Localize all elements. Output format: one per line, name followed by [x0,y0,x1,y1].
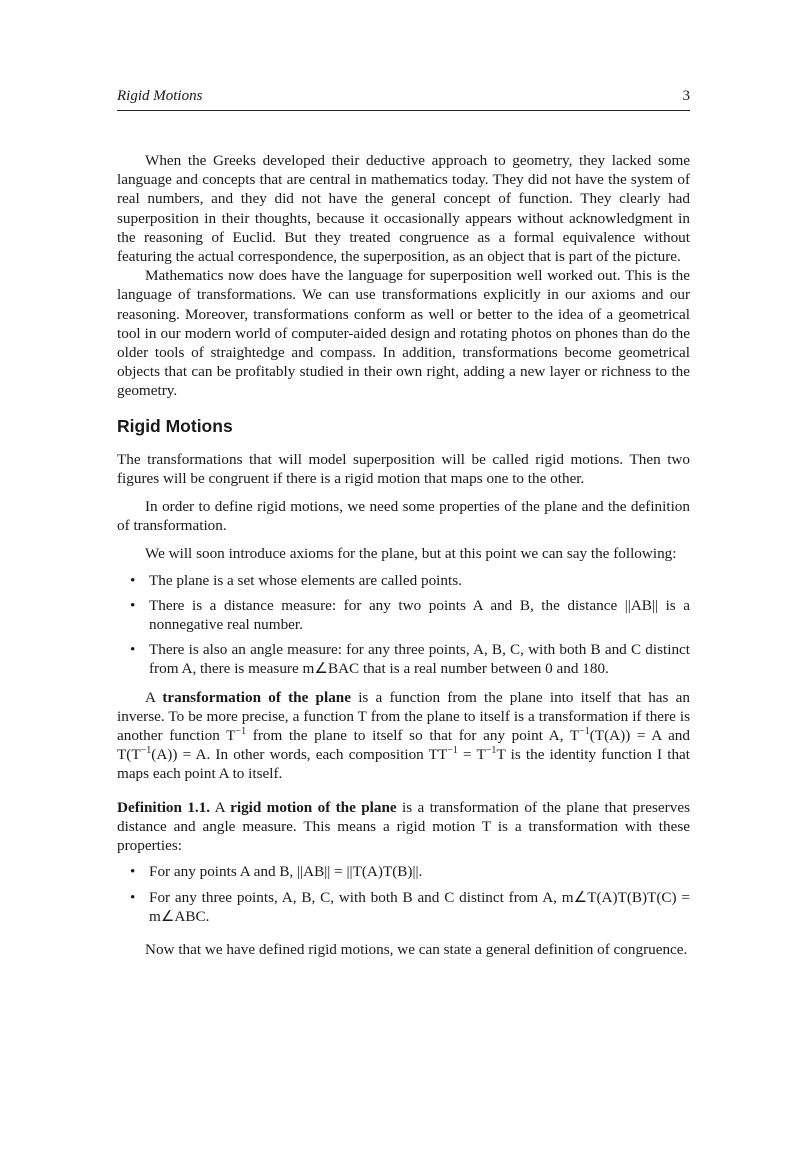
definition-label: Definition 1.1. [117,798,211,816]
definition-properties-list [117,862,690,926]
text-run: A [210,798,231,816]
section-paragraph-3: We will soon introduce axioms for the plane, but at this point we can say the following: [145,545,677,563]
closing-paragraph: Now that we have defined rigid motions, we can state a general definition of congruence. [145,940,688,958]
bullet-glyph: • [130,571,136,589]
superscript: −1 [447,745,458,757]
running-header [117,88,690,111]
list-item-text: There is a distance measure: for any two points A and B, the distance ||AB|| is a nonnegative real number. [149,596,690,634]
transformation-paragraph [117,688,690,784]
intro-paragraph-2: Mathematics now does have the language for superposition well worked out. This is the language of transformations. We can use transformations explicitly in our axioms and our reasoning. Moreover, transformations conform as well or better to the idea of a geometrical tool in our modern world of computer-aided design and rotating photos on phones than do the older tools of straightedge and compass. In addition, transformations become geometrical objects that can be profitably studied in their own right, adding a new layer or richness to the geometry. [117,267,690,400]
bullet-glyph: • [130,863,136,881]
defined-term: rigid motion of the plane [230,798,397,816]
section-paragraph-1: The transformations that will model superposition will be called rigid motions. Then two figures will be congruent if there is a rigid motion that maps one to the other. [117,450,690,487]
list-item-text: The plane is a set whose elements are called points. [149,571,462,589]
list-item [117,888,690,926]
page-number: 3 [682,88,690,104]
text-run: from the plane to itself so that for any point A, T [246,727,580,745]
running-title: Rigid Motions [117,88,203,104]
list-item-text: There is also an angle measure: for any three points, A, B, C, with both B and C distinct from A, there is measure m∠BAC that is a real number between 0 and 180. [149,641,690,678]
text-run: (T(A)) = A and T(T [117,727,690,764]
superscript: −1 [140,745,152,757]
definition-paragraph [117,798,690,856]
text-run: (A)) = A. In other words, each composition TT [151,746,448,764]
text-run: is a transformation of the plane that preserves distance and angle measure. This means a rigid motion T is a transformation with these properties: [117,798,690,855]
bullet-glyph: • [130,888,136,906]
plane-properties-list [117,571,690,679]
list-item [117,862,690,881]
section-heading: Rigid Motions [117,415,233,436]
list-item [117,571,690,590]
bullet-glyph: • [130,596,136,614]
text-run: A [145,688,163,706]
intro-paragraph-1: When the Greeks developed their deductive approach to geometry, they lacked some language and concepts that are central in mathematics today. They did not have the system of real numbers, and they did not have the general concept of function. They clearly had superposition in their thoughts, because it occasionally appears without acknowledgment in the reasoning of Euclid. But they treated congruence as a formal equivalence without featuring the actual correspondence, the superposition, as an object that is part of the picture. [117,152,690,266]
superscript: −1 [579,726,590,738]
list-item-text: For any points A and B, ||AB|| = ||T(A)T(B)||. [149,863,423,881]
text-run: is a function from the plane into itself that has an inverse. To be more precise, a function T from the plane to itself is a transformation if there is another function T [117,688,690,745]
bullet-glyph: • [130,641,136,659]
list-item [117,640,690,678]
list-item [117,596,690,634]
defined-term: transformation of the plane [162,688,351,706]
text-run: T is the identity function I that maps each point A to itself. [117,746,690,783]
text-run: = T [457,746,486,764]
superscript: −1 [485,745,497,757]
superscript: −1 [235,726,247,738]
list-item-text: For any three points, A, B, C, with both B and C distinct from A, m∠T(A)T(B)T(C) = m∠ABC. [149,888,690,925]
section-paragraph-2: In order to define rigid motions, we need some properties of the plane and the definition of transformation. [117,498,690,535]
body-text [117,151,690,959]
